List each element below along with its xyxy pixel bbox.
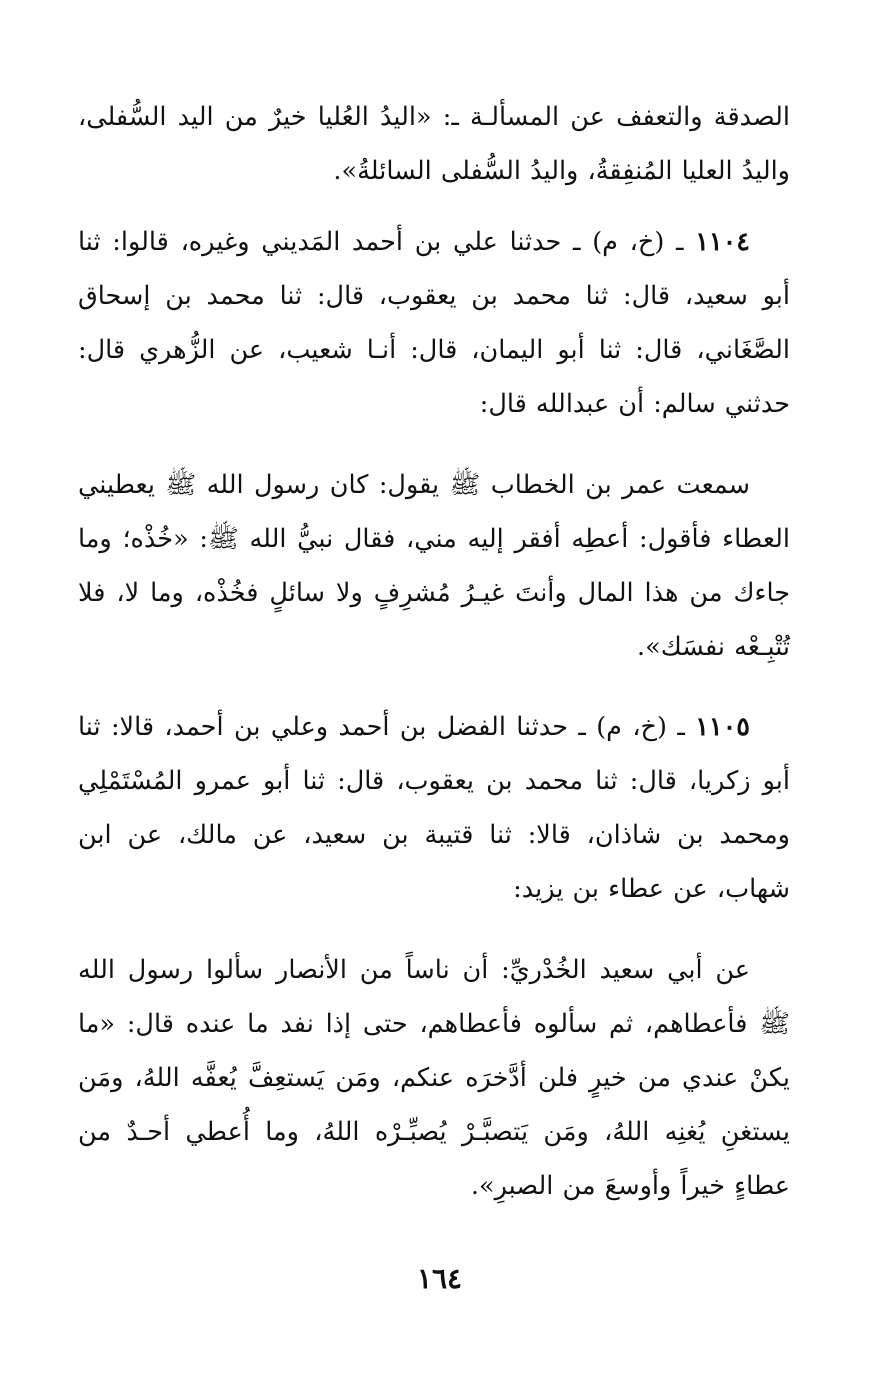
hadith-number: ١١٠٥ (695, 712, 750, 742)
isnad-text: ـ (خ، م) ـ حدثنا الفضل بن أحمد وعلي بن أحمد، قالا: ثنا أبو زكريا، قال: ثنا محمد بن يعقوب، قال: ثنا أبو عمرو المُسْتَمْلِي ومحمد بن شاذان، قالا: ثنا قتيبة بن سعيد، عن مالك، عن ابن شهاب، عن عطاء بن يزيد: (78, 712, 790, 904)
hadith-number: ١١٠٤ (695, 227, 750, 257)
paragraph-text (78, 700, 790, 916)
paragraph-text (78, 215, 790, 431)
paragraph-text: سمعت عمر بن الخطاب ﷺ يقول: كان رسول الله ﷺ يعطيني العطاء فأقول: أعطِه أفقر إليه مني، فقال نبيُّ الله ﷺ: «خُذْه؛ وما جاءك من هذا المال وأنتَ غيـرُ مُشرِفٍ ولا سائلٍ فخُذْه، وما لا، فلا تُتْبِـعْه نفسَك». (78, 470, 790, 662)
page-number: ١٦٤ (416, 1262, 463, 1295)
hadith-1105 (78, 700, 790, 916)
paragraph-continuation (78, 90, 790, 198)
hadith-1104 (78, 215, 790, 431)
paragraph-text: الصدقة والتعفف عن المسألـة ـ: «اليدُ العُليا خيرٌ من اليد السُّفلى، واليدُ العليا المُنفِقةُ، واليدُ السُّفلى السائلةُ». (78, 102, 790, 186)
hadith-1104-matn (78, 458, 790, 674)
isnad-text: ـ (خ، م) ـ حدثنا علي بن أحمد المَديني وغيره، قالوا: ثنا أبو سعيد، قال: ثنا محمد بن يعقوب، قال: ثنا محمد بن إسحاق الصَّغَاني، قال: ثنا أبو اليمان، قال: أنـا شعيب، عن الزُّهري قال: حدثني سالم: أن عبدالله قال: (78, 227, 790, 419)
paragraph-text: عن أبي سعيد الخُدْريِّ: أن ناساً من الأنصار سألوا رسول الله ﷺ فأعطاهم، ثم سألوه فأعطاهم، حتى إذا نفد ما عنده قال: «ما يكنْ عندي من خيرٍ فلن أدَّخرَه عنكم، ومَن يَستعِفَّ يُعفَّه اللهُ، ومَن يستغنِ يُغنِه اللهُ، ومَن يَتصبَّـرْ يُصبِّـرْه اللهُ، وما أُعطي أحـدٌ من عطاءٍ خيراً وأوسعَ من الصبرِ». (78, 955, 790, 1201)
hadith-1105-matn (78, 943, 790, 1213)
